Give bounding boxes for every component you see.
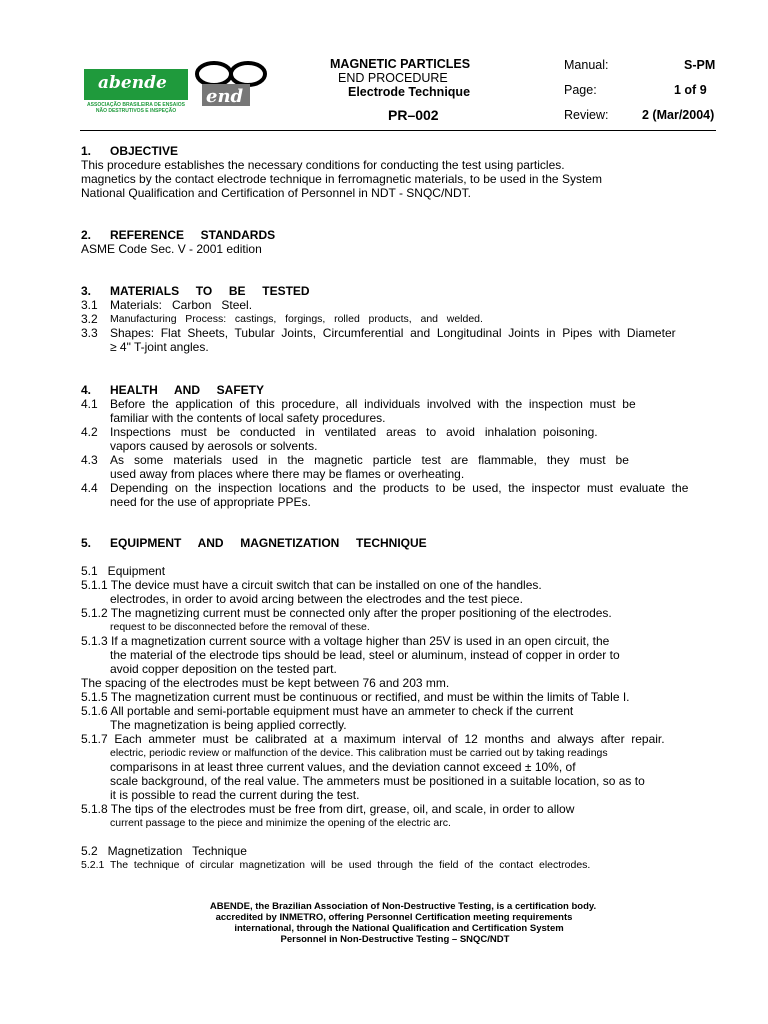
manual-value: S-PM: [684, 58, 716, 72]
abende-logo: [82, 67, 187, 115]
footer-line: Personnel in Non-Destructive Testing – SNQC/NDT: [280, 934, 510, 945]
abende-logo-subtitle: ASSOCIAÇÃO BRASILEIRA DE ENSAIOS NÃO DESTRUTIVOS E INSPEÇÃO: [87, 102, 185, 114]
section-4-item-text: Before the application of this procedure, all individuals involved with the inspection must be: [110, 397, 636, 411]
section-5-line: scale background, of the real value. The ammeters must be positioned in a suitable location, so as to: [110, 774, 645, 788]
section-5-line: The magnetization is being applied correctly.: [110, 718, 347, 732]
section-4-item-number: 4.3: [81, 453, 98, 467]
section-5-line: 5.1.5 The magnetization current must be continuous or rectified, and must be within the limits of Table I.: [81, 690, 630, 704]
header-title-line3: Electrode Technique: [348, 85, 471, 99]
section-5-line: electric, periodic review or malfunction of the device. This calibration must be carried out by taking readings: [110, 747, 608, 759]
section-5-line: avoid copper deposition on the tested part.: [110, 662, 337, 676]
section-1-line: magnetics by the contact electrode technique in ferromagnetic materials, to be used in the System: [81, 172, 602, 186]
section-5-line: request to be disconnected before the removal of these.: [110, 621, 370, 633]
section-4-number: 4.: [81, 383, 92, 397]
section-3-item-text: Shapes: Flat Sheets, Tubular Joints, Circumferential and Longitudinal Joints in Pipes with Diameter: [110, 326, 676, 340]
section-5-line: 5.1.6 All portable and semi-portable equipment must have an ammeter to check if the current: [81, 704, 574, 718]
section-5-line: comparisons in at least three current values, and the deviation cannot exceed ± 10%, of: [110, 760, 576, 774]
header-title-line1: MAGNETIC PARTICLES: [330, 57, 471, 71]
section-1-number: 1.: [81, 144, 92, 158]
end-logo: [192, 60, 272, 106]
section-4-item-number: 4.4: [81, 481, 98, 495]
section-3-item-number: 3.2: [81, 312, 98, 326]
subsection-heading: 5.1 Equipment: [81, 564, 166, 578]
footer-line: international, through the National Qualification and Certification System: [234, 923, 564, 934]
section-3-number: 3.: [81, 284, 92, 298]
section-5-line: electrodes, in order to avoid arcing between the electrodes and the test piece.: [110, 592, 523, 606]
section-5-line: 5.2.1 The technique of circular magnetization will be used through the field of the contact electrodes.: [81, 859, 591, 871]
section-5-line: 5.1.7 Each ammeter must be calibrated at a maximum interval of 12 months and always after repair.: [81, 732, 665, 746]
section-1-line: National Qualification and Certification of Personnel in NDT - SNQC/NDT.: [81, 186, 471, 200]
section-5-line: 5.1.1 The device must have a circuit switch that can be installed on one of the handles.: [81, 578, 542, 592]
section-3-heading: MATERIALS TO BE TESTED: [110, 284, 310, 298]
section-4-item-text: used away from places where there may be flames or overheating.: [110, 467, 465, 481]
section-4-item-text: Depending on the inspection locations and the products to be used, the inspector must evaluate the: [110, 481, 689, 495]
section-3-item-text: Materials: Carbon Steel.: [110, 298, 253, 312]
section-5-line: current passage to the piece and minimize the opening of the electric arc.: [110, 817, 451, 829]
section-5-line: it is possible to read the current during the test.: [110, 788, 360, 802]
subsection-heading: 5.2 Magnetization Technique: [81, 844, 247, 858]
section-5-number: 5.: [81, 536, 92, 550]
section-3-continuation: ≥ 4" T-joint angles.: [110, 340, 209, 354]
section-5-line: the material of the electrode tips should be lead, steel or aluminum, instead of copper in order to: [110, 648, 620, 662]
header-title-line2: END PROCEDURE: [338, 71, 448, 85]
section-2-heading: REFERENCE STANDARDS: [110, 228, 276, 242]
footer-line: ABENDE, the Brazilian Association of Non-Destructive Testing, is a certification body.: [209, 901, 597, 912]
page-label: Page:: [564, 83, 597, 97]
section-3-item-number: 3.3: [81, 326, 98, 340]
footer-line: accredited by INMETRO, offering Personnel Certification meeting requirements: [215, 912, 573, 923]
section-5-line: 5.1.3 If a magnetization current source with a voltage higher than 25V is used in an open circuit, the: [81, 634, 610, 648]
abende-logo-text: abende: [98, 73, 167, 93]
review-value: 2 (Mar/2004): [642, 108, 715, 122]
section-4-item-text: need for the use of appropriate PPEs.: [110, 495, 311, 509]
section-4-item-number: 4.2: [81, 425, 98, 439]
manual-label: Manual:: [564, 58, 609, 72]
section-4-item-number: 4.1: [81, 397, 98, 411]
section-5-heading: EQUIPMENT AND MAGNETIZATION TECHNIQUE: [110, 536, 427, 550]
section-5-line: The spacing of the electrodes must be kept between 76 and 203 mm.: [81, 676, 450, 690]
section-1-heading: OBJECTIVE: [110, 144, 179, 158]
section-2-number: 2.: [81, 228, 92, 242]
section-4-item-text: Inspections must be conducted in ventilated areas to avoid inhalation poisoning.: [110, 425, 598, 439]
section-4-item-text: vapors caused by aerosols or solvents.: [110, 439, 318, 453]
header-divider: [80, 130, 716, 131]
section-1-line: This procedure establishes the necessary conditions for conducting the test using particles.: [81, 158, 565, 172]
section-3-item-number: 3.1: [81, 298, 98, 312]
section-4-item-text: As some materials used in the magnetic particle test are flammable, they must be: [110, 453, 629, 467]
section-4-heading: HEALTH AND SAFETY: [110, 383, 265, 397]
section-3-item-text: Manufacturing Process: castings, forgings, rolled products, and welded.: [110, 313, 483, 325]
page-value: 1 of 9: [674, 83, 707, 97]
review-label: Review:: [564, 108, 609, 122]
document-code: PR–002: [388, 107, 439, 123]
section-2-line: ASME Code Sec. V - 2001 edition: [81, 242, 262, 256]
section-4-item-text: familiar with the contents of local safety procedures.: [110, 411, 386, 425]
section-5-line: 5.1.2 The magnetizing current must be connected only after the proper positioning of the electrodes.: [81, 606, 612, 620]
section-5-line: 5.1.8 The tips of the electrodes must be free from dirt, grease, oil, and scale, in order to allow: [81, 802, 575, 816]
end-logo-text: end: [206, 86, 244, 106]
